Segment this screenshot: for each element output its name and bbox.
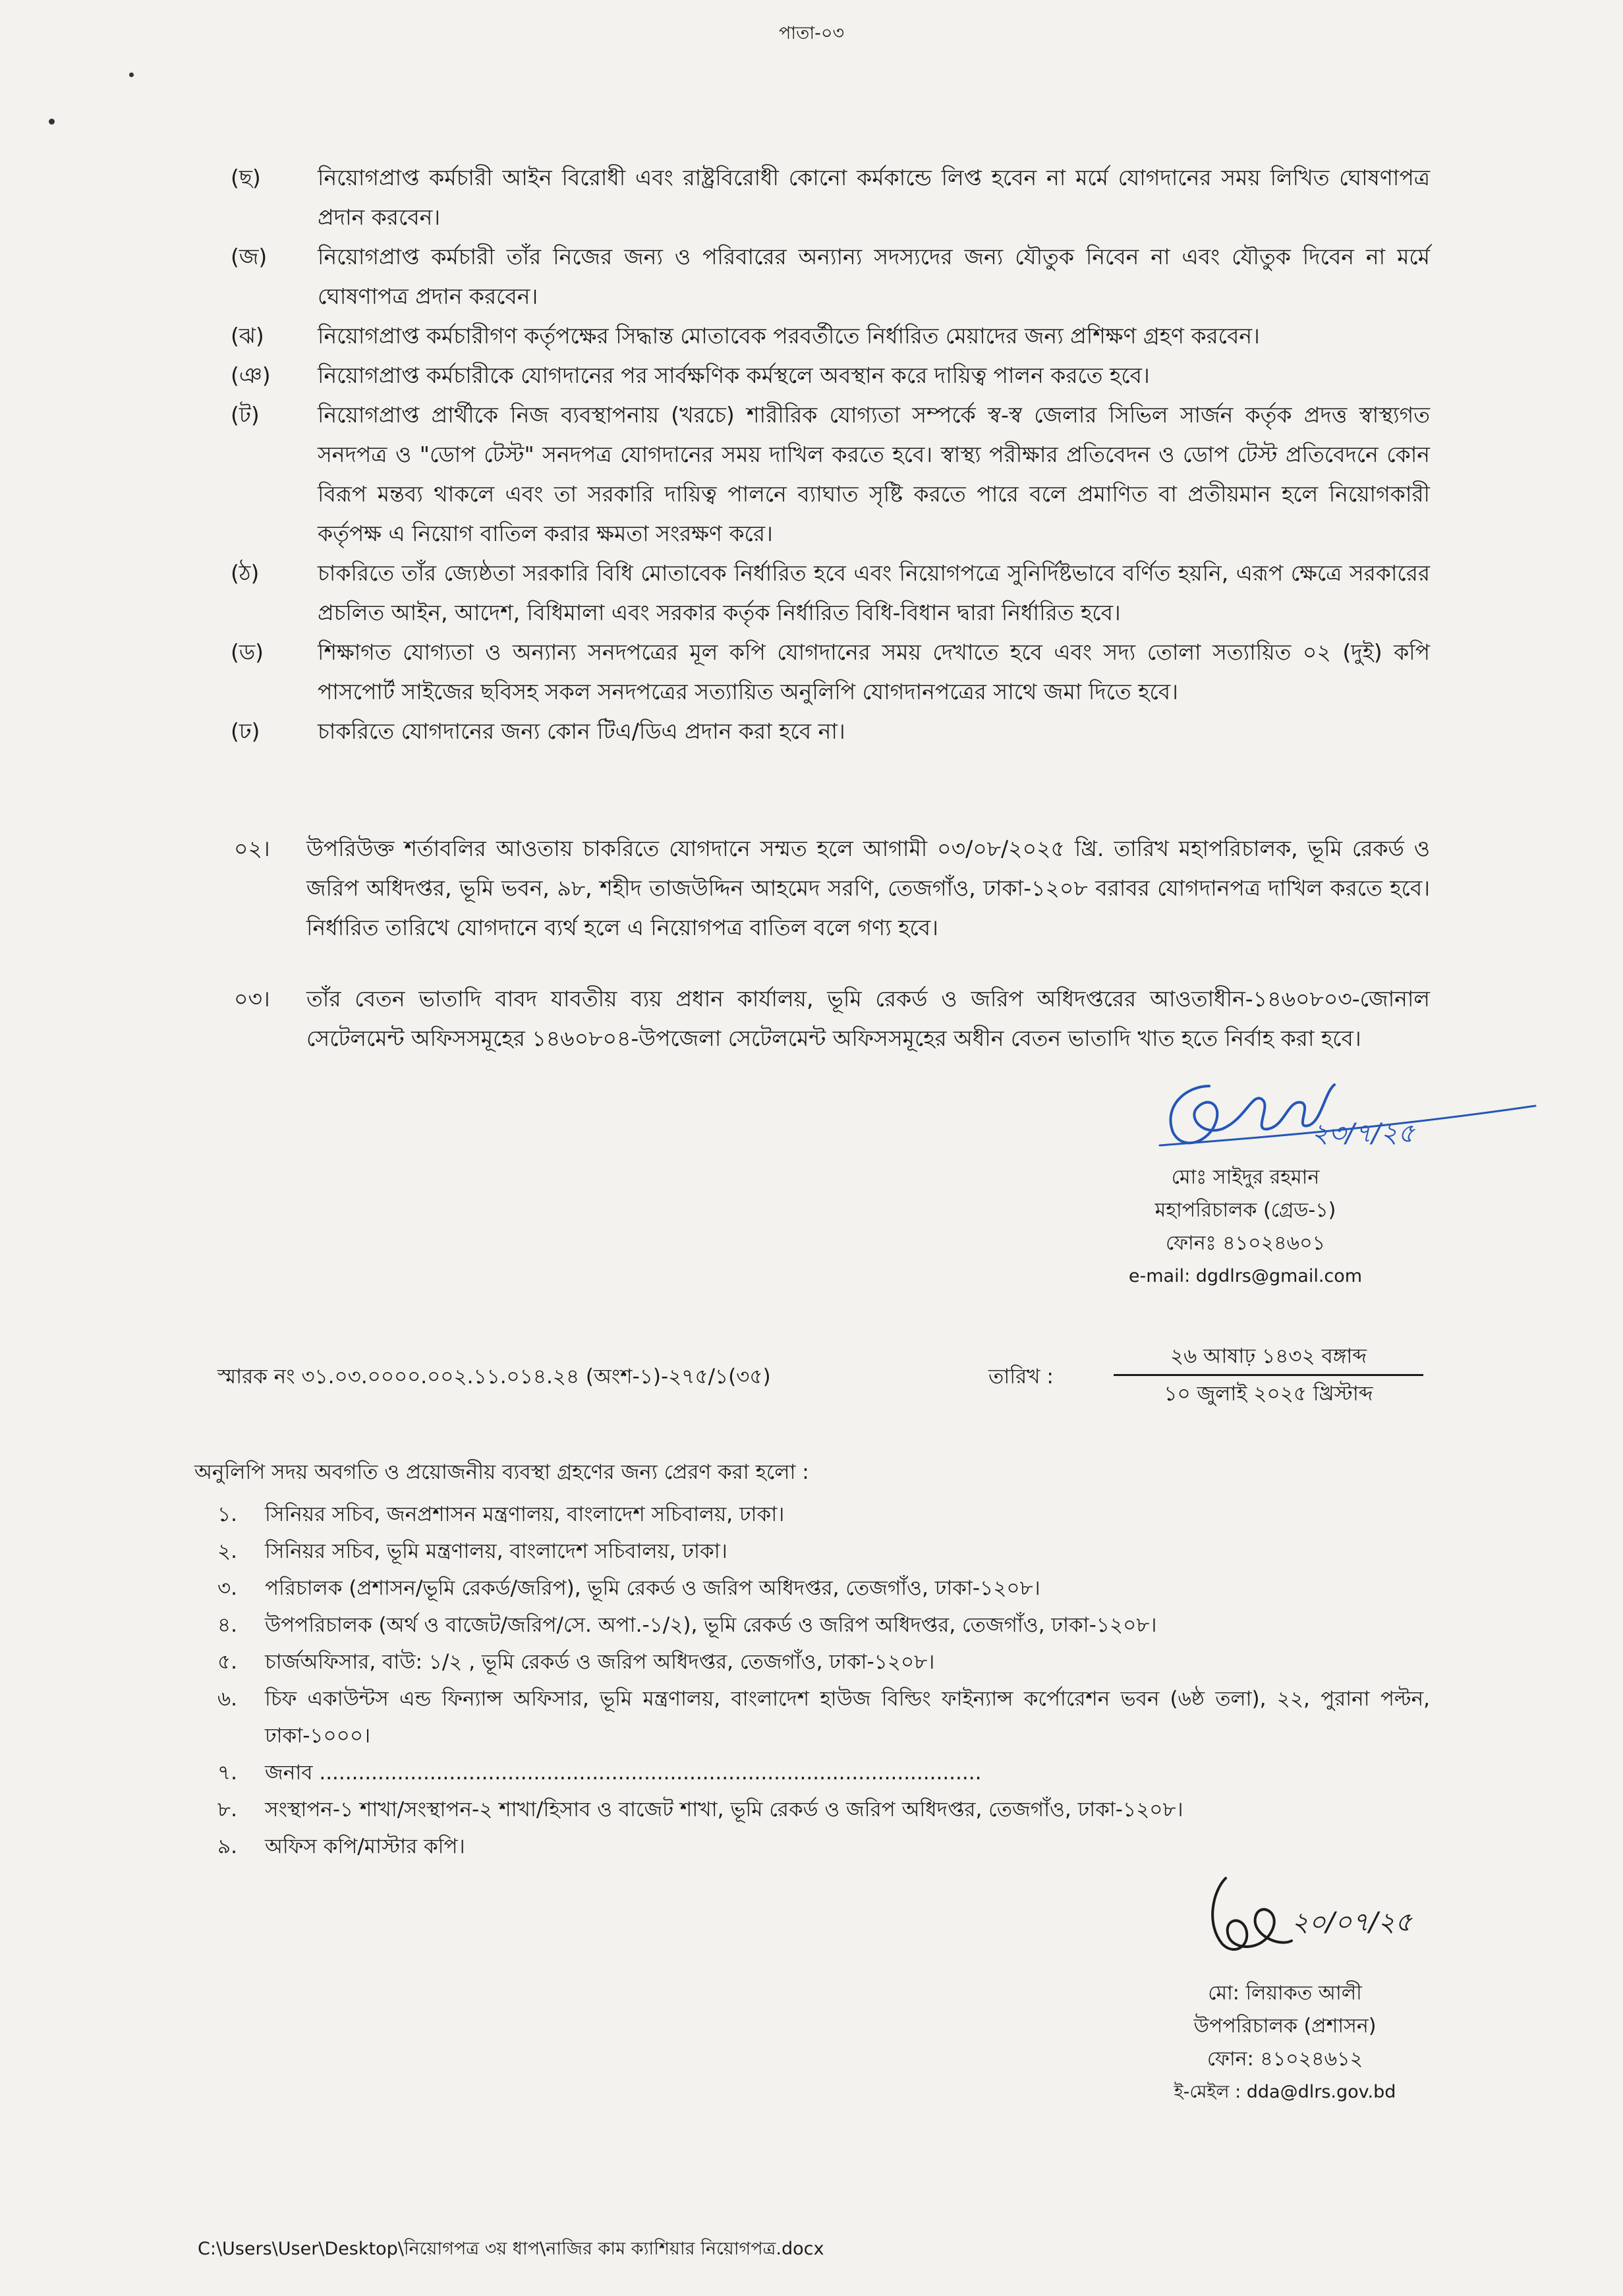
condition-marker: (ছ) — [231, 165, 261, 190]
condition-item — [231, 316, 1430, 356]
signature-date: ২৩/৭/২৫ — [1311, 1118, 1415, 1149]
list-item — [217, 1644, 1430, 1680]
paragraph-marker: ০২। — [234, 836, 270, 861]
condition-marker: (ড) — [231, 639, 264, 665]
item-text: সিনিয়র সচিব, ভূমি মন্ত্রণালয়, বাংলাদেশ সচিবালয়, ঢাকা। — [265, 1539, 727, 1563]
condition-text: চাকরিতে তাঁর জ্যেষ্ঠতা সরকারি বিধি মোতাবেক নির্ধারিত হবে এবং নিয়োগপত্রে সুনির্দিষ্টভাবে বর্ণিত হয়নি, এরূপ ক্ষেত্রে সরকারের প্রচলিত আইন, আদেশ, বিধিমালা এবং সরকার কর্তৃক নির্ধারিত বিধি-বিধান দ্বারা নির্ধারিত হবে। — [318, 560, 1430, 625]
signature-date: ২০/০৭/২৫ — [1292, 1907, 1412, 1937]
condition-item — [231, 158, 1430, 237]
signatory-phone: ফোনঃ ৪১০২৪৬০১ — [1165, 1232, 1326, 1255]
condition-item — [231, 712, 1430, 751]
paragraph-salary — [234, 979, 1430, 1058]
date-label: তারিখ : — [988, 1365, 1054, 1389]
item-marker: ৬. — [217, 1687, 238, 1711]
condition-item — [231, 554, 1430, 633]
condition-marker: (ট) — [231, 402, 260, 428]
item-marker: ৯. — [217, 1835, 237, 1858]
condition-text: নিয়োগপ্রাপ্ত কর্মচারী আইন বিরোধী এবং রাষ্ট্রবিরোধী কোনো কর্মকান্ডে লিপ্ত হবেন না মর্মে যোগদানের সময় লিখিত ঘোষণাপত্র প্রদান করবেন। — [318, 165, 1430, 230]
list-item — [217, 1607, 1430, 1644]
list-item — [217, 1791, 1430, 1828]
paragraph-marker: ০৩। — [234, 986, 270, 1012]
signatory-email: e-mail: dgdlrs@gmail.com — [1128, 1266, 1363, 1286]
signatory-designation: মহাপরিচালক (গ্রেড-১) — [1154, 1199, 1336, 1222]
condition-text: নিয়োগপ্রাপ্ত কর্মচারী তাঁর নিজের জন্য ও পরিবারের অন্যান্য সদস্যদের জন্য যৌতুক নিবেন না এবং যৌতুক দিবেন না মর্মে ঘোষণাপত্র প্রদান করবেন। — [318, 244, 1430, 309]
deputy-director-signature — [1199, 1865, 1450, 1970]
signatory-phone: ফোন: ৪১০২৪৬১২ — [1207, 2048, 1363, 2071]
list-item — [217, 1570, 1430, 1607]
item-text: সিনিয়র সচিব, জনপ্রশাসন মন্ত্রণালয়, বাংলাদেশ সচিবালয়, ঢাকা। — [265, 1503, 785, 1526]
item-text: অফিস কপি/মাস্টার কপি। — [265, 1835, 465, 1858]
item-marker: ২. — [217, 1539, 238, 1563]
item-marker: ১. — [217, 1503, 237, 1526]
list-item — [217, 1533, 1430, 1570]
condition-item — [231, 237, 1430, 316]
condition-marker: (জ) — [231, 244, 268, 270]
file-path-footer: C:\Users\User\Desktop\নিয়োগপত্র ৩য় ধাপ\নাজির কাম ক্যাশিয়ার নিয়োগপত্র.docx — [198, 2239, 824, 2259]
item-marker: ৩. — [217, 1576, 238, 1600]
item-text: চার্জঅফিসার, বাউ: ১/২ , ভূমি রেকর্ড ও জরিপ অধিদপ্তর, তেজগাঁও, ঢাকা-১২০৮। — [265, 1650, 935, 1674]
list-item — [217, 1828, 1430, 1865]
condition-marker: (ঢ) — [231, 718, 260, 744]
condition-text: চাকরিতে যোগদানের জন্য কোন টিএ/ডিএ প্রদান করা হবে না। — [318, 718, 845, 744]
list-item — [217, 1680, 1430, 1754]
date-divider — [1114, 1374, 1423, 1376]
condition-text: নিয়োগপ্রাপ্ত কর্মচারীকে যোগদানের পর সার্বক্ষণিক কর্মস্থলে অবস্থান করে দায়িত্ব পালন করতে হবে। — [318, 362, 1150, 388]
list-item — [217, 1496, 1430, 1533]
item-marker: ৮. — [217, 1798, 237, 1822]
deputy-director-sign-block — [1120, 1977, 1450, 2109]
page-number: পাতা-০৩ — [778, 23, 845, 43]
signatory-designation: উপপরিচালক (প্রশাসন) — [1193, 2015, 1377, 2038]
condition-text: শিক্ষাগত যোগ্যতা ও অন্যান্য সনদপত্রের মূল কপি যোগদানের সময় দেখাতে হবে এবং সদ্য তোলা সত্যায়িত ০২ (দুই) কপি পাসপোর্ট সাইজের ছবিসহ সকল সনদপত্রের সত্যায়িত অনুলিপি যোগদানপত্রের সাথে জমা দিতে হবে। — [318, 639, 1430, 704]
signatory-name: মোঃ সাইদুর রহমান — [1171, 1166, 1320, 1189]
item-text: সংস্থাপন-১ শাখা/সংস্থাপন-২ শাখা/হিসাব ও বাজেট শাখা, ভূমি রেকর্ড ও জরিপ অধিদপ্তর, তেজগাঁও, ঢাকা-১২০৮। — [265, 1798, 1183, 1822]
paragraph-text: তাঁর বেতন ভাতাদি বাবদ যাবতীয় ব্যয় প্রধান কার্যালয়, ভূমি রেকর্ড ও জরিপ অধিদপ্তরের আওতাধীন-১৪৬০৮০৩-জোনাল সেটেলমেন্ট অফিসসমূহের ১৪৬০৮০৪-উপজেলা সেটেলমেন্ট অফিসসমূহের অধীন বেতন ভাতাদি খাত হতে নির্বাহ করা হবে। — [306, 986, 1430, 1051]
item-marker: ৭. — [217, 1761, 238, 1785]
item-marker: ৫. — [217, 1650, 237, 1674]
copy-intro: অনুলিপি সদয় অবগতি ও প্রয়োজনীয় ব্যবস্থা গ্রহণের জন্য প্রেরণ করা হলো : — [194, 1460, 809, 1484]
condition-item — [231, 356, 1430, 395]
condition-item — [231, 395, 1430, 554]
item-text: চিফ একাউন্টস এন্ড ফিন্যান্স অফিসার, ভূমি মন্ত্রণালয়, বাংলাদেশ হাউজ বিল্ডিং ফাইন্যান্স কর্পোরেশন ভবন (৬ষ্ঠ তলা), ২২, পুরানা পল্টন, ঢাকা-১০০০। — [265, 1687, 1430, 1748]
paper-speck — [49, 119, 55, 125]
condition-marker: (ঝ) — [231, 323, 264, 349]
item-marker: ৪. — [217, 1613, 237, 1637]
paragraph-joining — [234, 829, 1430, 948]
signatory-email: ই-মেইল : dda@dlrs.gov.bd — [1174, 2082, 1396, 2102]
condition-item — [231, 633, 1430, 712]
condition-text: নিয়োগপ্রাপ্ত কর্মচারীগণ কর্তৃপক্ষের সিদ্ধান্ত মোতাবেক পরবর্তীতে নির্ধারিত মেয়াদের জন্য প্রশিক্ষণ গ্রহণ করবেন। — [318, 323, 1260, 349]
paper-speck — [129, 72, 134, 77]
copy-recipients-list — [217, 1496, 1430, 1865]
condition-marker: (ঞ) — [231, 362, 271, 388]
director-general-sign-block — [1094, 1161, 1397, 1293]
item-text: উপপরিচালক (অর্থ ও বাজেট/জরিপ/সে. অপা.-১/২), ভূমি রেকর্ড ও জরিপ অধিদপ্তর, তেজগাঁও, ঢাকা-১২০৮। — [265, 1613, 1157, 1637]
memo-number: স্মারক নং ৩১.০৩.০০০০.০০২.১১.০১৪.২৪ (অংশ-১)-২৭৫/১(৩৫) — [217, 1365, 771, 1389]
paragraph-text: উপরিউক্ত শর্তাবলির আওতায় চাকরিতে যোগদানে সম্মত হলে আগামী ০৩/০৮/২০২৫ খ্রি. তারিখ মহাপরিচালক, ভূমি রেকর্ড ও জরিপ অধিদপ্তর, ভূমি ভবন, ৯৮, শহীদ তাজউদ্দিন আহমেদ সরণি, তেজগাঁও, ঢাকা-১২০৮ বরাবর যোগদানপত্র দাখিল করতে হবে। নির্ধারিত তারিখে যোগদানে ব্যর্থ হলে এ নিয়োগপত্র বাতিল বলে গণ্য হবে। — [306, 836, 1430, 940]
item-text: পরিচালক (প্রশাসন/ভূমি রেকর্ড/জরিপ), ভূমি রেকর্ড ও জরিপ অধিদপ্তর, তেজগাঁও, ঢাকা-১২০৮। — [265, 1576, 1040, 1600]
condition-marker: (ঠ) — [231, 560, 260, 586]
date-bangla: ২৬ আষাঢ় ১৪৩২ বঙ্গাব্দ — [1170, 1344, 1367, 1368]
signatory-name: মো: লিয়াকত আলী — [1208, 1982, 1362, 2005]
item-text: জনাব ...................................................................................................... — [265, 1761, 982, 1785]
conditions-list — [231, 158, 1430, 751]
condition-text: নিয়োগপ্রাপ্ত প্রার্থীকে নিজ ব্যবস্থাপনায় (খরচে) শারীরিক যোগ্যতা সম্পর্কে স্ব-স্ব জেলার সিভিল সার্জন কর্তৃক প্রদত্ত স্বাস্থ্যগত সনদপত্র ও "ডোপ টেস্ট" সনদপত্র যোগদানের সময় দাখিল করতে হবে। স্বাস্থ্য পরীক্ষার প্রতিবেদন ও ডোপ টেস্ট প্রতিবেদনে কোন বিরূপ মন্তব্য থাকলে এবং তা সরকারি দায়িত্ব পালনে ব্যাঘাত সৃষ্টি করতে পারে বলে প্রমাণিত বা প্রতীয়মান হলে নিয়োগকারী কর্তৃপক্ষ এ নিয়োগ বাতিল করার ক্ষমতা সংরক্ষণ করে। — [318, 402, 1430, 546]
list-item — [217, 1754, 1430, 1791]
memo-date — [1114, 1341, 1423, 1409]
date-english: ১০ জুলাই ২০২৫ খ্রিস্টাব্দ — [1164, 1382, 1373, 1406]
